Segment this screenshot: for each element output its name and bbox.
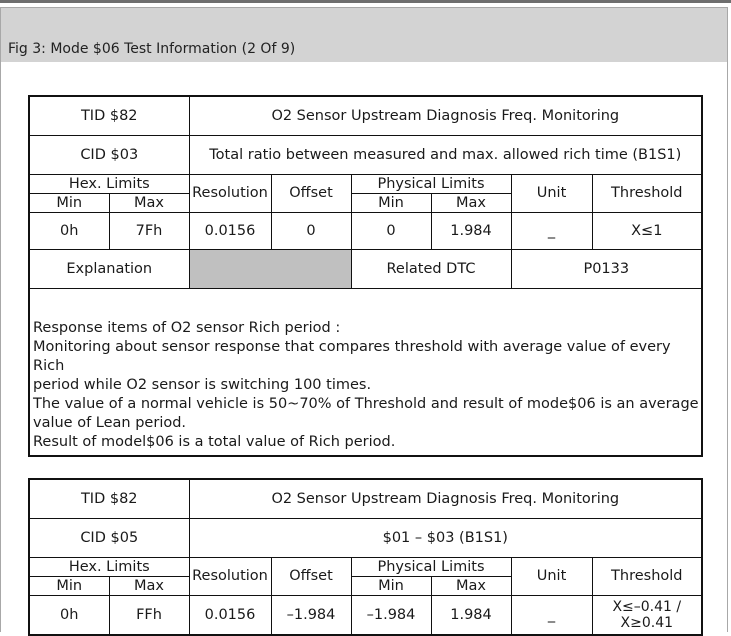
cid-description: $01 – $03 (B1S1) [189,518,702,557]
description-line: Result of model$06 is a total value of Rich period. [33,433,396,450]
mode06-table-1 [28,95,703,457]
explanation-label: Explanation [29,249,189,288]
hex-max-header: Max [109,193,189,212]
description-row [29,288,702,456]
resolution-header: Resolution [189,557,271,595]
threshold-value [592,212,702,249]
tid-row [29,479,702,518]
phys-max-header: Max [431,576,511,595]
cid-row [29,518,702,557]
values-row [29,595,702,635]
threshold-header: Threshold [592,174,702,212]
tid-label: TID $82 [29,479,189,518]
phys-min-value: –1.984 [351,595,431,635]
resolution-header: Resolution [189,174,271,212]
figure-caption: Fig 3: Mode $06 Test Information (2 Of 9) [8,41,296,57]
physical-limits-header: Physical Limits [351,174,511,193]
offset-value: –1.984 [271,595,351,635]
unit-value: _ [511,212,592,249]
resolution-value: 0.0156 [189,212,271,249]
tid-row [29,96,702,135]
header-row-1 [29,557,702,576]
hex-limits-header: Hex. Limits [29,174,189,193]
description-line: value of Lean period. [33,414,187,431]
offset-header: Offset [271,174,351,212]
threshold-line-2: X≥0.41 [620,614,674,631]
phys-max-value: 1.984 [431,595,511,635]
offset-value: 0 [271,212,351,249]
window-top-edge [0,0,731,3]
explanation-shaded-cell [189,249,351,288]
description-line: Response items of O2 sensor Rich period : [33,319,341,336]
phys-max-header: Max [431,193,511,212]
threshold-value [592,595,702,635]
cid-label: CID $03 [29,135,189,174]
hex-max-header: Max [109,576,189,595]
related-dtc-label: Related DTC [351,249,511,288]
unit-header: Unit [511,557,592,595]
threshold-line-1: X≤1 [631,222,663,239]
description-line: period while O2 sensor is switching 100 times. [33,376,372,393]
values-row [29,212,702,249]
figure-caption-bar [1,8,727,62]
threshold-header: Threshold [592,557,702,595]
hex-min-header: Min [29,576,109,595]
cid-row [29,135,702,174]
hex-min-value: 0h [29,595,109,635]
description-cell [29,288,702,456]
explanation-row [29,249,702,288]
unit-header: Unit [511,174,592,212]
hex-max-value: 7Fh [109,212,189,249]
description-line: Monitoring about sensor response that compares threshold with average value of every Rich [33,338,671,374]
phys-max-value: 1.984 [431,212,511,249]
offset-header: Offset [271,557,351,595]
cid-label: CID $05 [29,518,189,557]
related-dtc-value: P0133 [511,249,702,288]
tid-description: O2 Sensor Upstream Diagnosis Freq. Monitoring [189,479,702,518]
hex-min-value: 0h [29,212,109,249]
document-page [0,7,728,632]
tid-label: TID $82 [29,96,189,135]
phys-min-header: Min [351,193,431,212]
header-row-1 [29,174,702,193]
mode06-table-2 [28,478,703,636]
resolution-value: 0.0156 [189,595,271,635]
hex-limits-header: Hex. Limits [29,557,189,576]
hex-min-header: Min [29,193,109,212]
phys-min-header: Min [351,576,431,595]
tid-description: O2 Sensor Upstream Diagnosis Freq. Monitoring [189,96,702,135]
hex-max-value: FFh [109,595,189,635]
unit-value: _ [511,595,592,635]
physical-limits-header: Physical Limits [351,557,511,576]
phys-min-value: 0 [351,212,431,249]
threshold-line-1: X≤–0.41 / [612,598,682,615]
description-line: The value of a normal vehicle is 50~70% of Threshold and result of mode$06 is an average [33,395,699,412]
cid-description: Total ratio between measured and max. allowed rich time (B1S1) [189,135,702,174]
